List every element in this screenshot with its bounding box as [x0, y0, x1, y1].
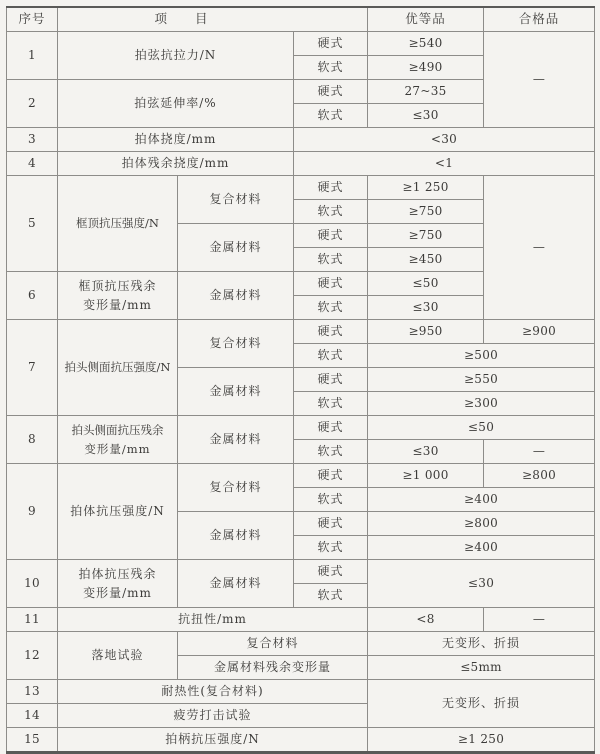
header-serial: 序号 [7, 7, 58, 32]
table-row [7, 176, 595, 200]
row7-serial: 7 [7, 320, 58, 416]
row6-serial: 6 [7, 272, 58, 320]
table-row [7, 152, 595, 176]
row8-item [58, 416, 178, 464]
row13-item: 耐热性(复合材料) [58, 680, 368, 704]
row1-serial: 1 [7, 32, 58, 80]
row8-metal-label: 金属材料 [178, 416, 294, 464]
row4-value: <1 [294, 152, 595, 176]
row1-soft-type: 软式 [294, 56, 368, 80]
row2-soft-type: 软式 [294, 104, 368, 128]
table-row [7, 680, 595, 704]
row10-hard-type: 硬式 [294, 560, 368, 584]
row2-serial: 2 [7, 80, 58, 128]
row1-hard-type: 硬式 [294, 32, 368, 56]
spec-table [6, 6, 595, 754]
row3-serial: 3 [7, 128, 58, 152]
row10-item-line2: 变形量/mm [83, 585, 152, 600]
row10-item [58, 560, 178, 608]
header-qualified: 合格品 [484, 7, 595, 32]
rows5-6-qualified-dash: — [484, 176, 595, 320]
row5-composite-soft-type: 软式 [294, 200, 368, 224]
table-row [7, 464, 595, 488]
row12-sub1-value: 无变形、折损 [368, 632, 595, 656]
header-row [7, 7, 595, 32]
row10-soft-type: 软式 [294, 584, 368, 608]
header-item: 项 目 [58, 7, 368, 32]
row7-metal-soft-value: ≥300 [368, 392, 595, 416]
row2-soft-premium: ≤30 [368, 104, 484, 128]
row14-serial: 14 [7, 704, 58, 728]
row5-metal-hard-type: 硬式 [294, 224, 368, 248]
row10-item-line1: 拍体抗压残余 [78, 566, 157, 581]
row1-hard-premium: ≥540 [368, 32, 484, 56]
row9-metal-soft-value: ≥400 [368, 536, 595, 560]
row9-composite-hard-premium: ≥1 000 [368, 464, 484, 488]
row14-item: 疲劳打击试验 [58, 704, 368, 728]
row9-serial: 9 [7, 464, 58, 560]
row12-sub2-value: ≤5mm [368, 656, 595, 680]
row7-composite-label: 复合材料 [178, 320, 294, 368]
row6-item-line1: 框顶抗压残余 [78, 278, 157, 293]
row5-metal-label: 金属材料 [178, 224, 294, 272]
table-row [7, 608, 595, 632]
row6-metal-label: 金属材料 [178, 272, 294, 320]
row11-premium: <8 [368, 608, 484, 632]
row11-serial: 11 [7, 608, 58, 632]
row8-hard-type: 硬式 [294, 416, 368, 440]
row7-metal-soft-type: 软式 [294, 392, 368, 416]
row8-serial: 8 [7, 416, 58, 464]
row9-metal-hard-value: ≥800 [368, 512, 595, 536]
spec-table-wrapper [6, 6, 594, 754]
header-premium: 优等品 [368, 7, 484, 32]
row5-composite-hard-type: 硬式 [294, 176, 368, 200]
row2-item: 拍弦延伸率/% [58, 80, 294, 128]
row12-item: 落地试验 [58, 632, 178, 680]
row13-serial: 13 [7, 680, 58, 704]
row9-composite-label: 复合材料 [178, 464, 294, 512]
row7-composite-hard-premium: ≥950 [368, 320, 484, 344]
row6-soft-type: 软式 [294, 296, 368, 320]
row7-metal-hard-type: 硬式 [294, 368, 368, 392]
row9-composite-soft-value: ≥400 [368, 488, 595, 512]
row6-item [58, 272, 178, 320]
row6-hard-type: 硬式 [294, 272, 368, 296]
row15-item: 拍柄抗压强度/N [58, 728, 368, 753]
row8-soft-type: 软式 [294, 440, 368, 464]
row4-serial: 4 [7, 152, 58, 176]
row9-composite-soft-type: 软式 [294, 488, 368, 512]
row8-soft-premium: ≤30 [368, 440, 484, 464]
row4-item: 拍体残余挠度/mm [58, 152, 294, 176]
row8-soft-qualified-dash: — [484, 440, 595, 464]
row7-composite-hard-qualified: ≥900 [484, 320, 595, 344]
row5-composite-hard-premium: ≥1 250 [368, 176, 484, 200]
row12-serial: 12 [7, 632, 58, 680]
row8-item-line2: 变形量/mm [84, 441, 151, 456]
row9-item: 拍体抗压强度/N [58, 464, 178, 560]
row1-item: 拍弦抗拉力/N [58, 32, 294, 80]
rows1-2-qualified-dash: — [484, 32, 595, 128]
row10-serial: 10 [7, 560, 58, 608]
row9-metal-soft-type: 软式 [294, 536, 368, 560]
row2-hard-premium: 27~35 [368, 80, 484, 104]
table-row [7, 128, 595, 152]
table-row [7, 728, 595, 753]
rows13-14-value: 无变形、折损 [368, 680, 595, 728]
row6-hard-premium: ≤50 [368, 272, 484, 296]
row15-serial: 15 [7, 728, 58, 753]
row9-metal-label: 金属材料 [178, 512, 294, 560]
table-row [7, 632, 595, 656]
row10-metal-label: 金属材料 [178, 560, 294, 608]
row15-value: ≥1 250 [368, 728, 595, 753]
row7-composite-hard-type: 硬式 [294, 320, 368, 344]
row3-item: 拍体挠度/mm [58, 128, 294, 152]
row2-hard-type: 硬式 [294, 80, 368, 104]
row5-serial: 5 [7, 176, 58, 272]
row7-composite-soft-value: ≥500 [368, 344, 595, 368]
row12-sub2-label: 金属材料残余变形量 [178, 656, 368, 680]
row6-soft-premium: ≤30 [368, 296, 484, 320]
row5-composite-soft-premium: ≥750 [368, 200, 484, 224]
row9-composite-hard-type: 硬式 [294, 464, 368, 488]
row7-metal-hard-value: ≥550 [368, 368, 595, 392]
table-row [7, 320, 595, 344]
row1-soft-premium: ≥490 [368, 56, 484, 80]
table-row [7, 32, 595, 56]
row3-value: <30 [294, 128, 595, 152]
row5-metal-soft-type: 软式 [294, 248, 368, 272]
row11-qualified-dash: — [484, 608, 595, 632]
row7-metal-label: 金属材料 [178, 368, 294, 416]
row12-sub1-label: 复合材料 [178, 632, 368, 656]
row9-composite-hard-qualified: ≥800 [484, 464, 595, 488]
table-row [7, 560, 595, 584]
row7-composite-soft-type: 软式 [294, 344, 368, 368]
table-row [7, 416, 595, 440]
row6-item-line2: 变形量/mm [83, 297, 152, 312]
row8-item-line1: 拍头侧面抗压残余 [71, 422, 164, 437]
row8-hard-value: ≤50 [368, 416, 595, 440]
row7-item: 拍头侧面抗压强度/N [58, 320, 178, 416]
row11-item: 抗扭性/mm [58, 608, 368, 632]
row10-value: ≤30 [368, 560, 595, 608]
row5-metal-hard-premium: ≥750 [368, 224, 484, 248]
row5-metal-soft-premium: ≥450 [368, 248, 484, 272]
row9-metal-hard-type: 硬式 [294, 512, 368, 536]
row5-composite-label: 复合材料 [178, 176, 294, 224]
row5-item: 框顶抗压强度/N [58, 176, 178, 272]
